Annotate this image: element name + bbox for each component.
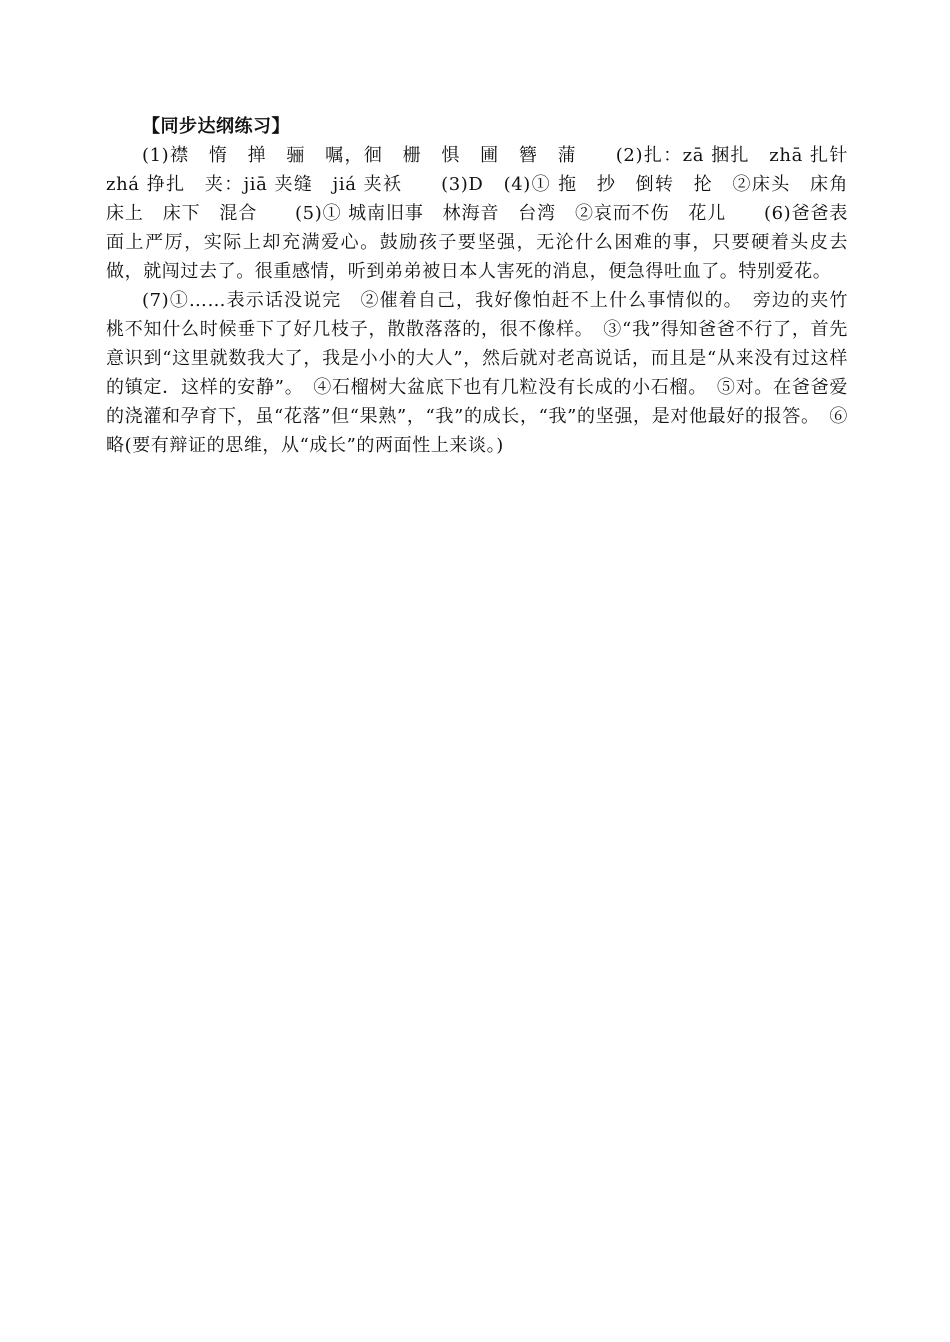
section-heading: 【同步达纲练习】 bbox=[142, 116, 290, 137]
answer-section bbox=[106, 112, 867, 460]
answer-paragraph-2: (7)①……表示话没说完 ②催着自己，我好像怕赶不上什么事情似的。 旁边的夹竹桃不知什么时候垂下了好几枝子，散散落落的，很不像样。 ③“我”得知爸爸不行了，首先意识到“这里就数我大了，我是小小的大人”，然后就对老高说话，而且是“从来没有过这样的镇定．这样的安静”。 ④石榴树大盆底下也有几粒没有长成的小石榴。 ⑤对。在爸爸爱的浇灌和孕育下，虽“花落”但“果熟”，“我”的成长，“我”的坚强，是对他最好的报答。 ⑥略(要有辩证的思维，从“成长”的两面性上来谈。) bbox=[106, 290, 848, 456]
answer-paragraph-1: (1)襟 惰 掸 骊 嘱，徊 栅 惧 圃 簪 蒲 (2)扎：zā 捆扎 zhā 扎针 zhá 挣扎 夹：jiā 夹缝 jiá 夹袄 (3)D (4)① 拖 抄 倒转 抡 ②床头 床角 床上 床下 混合 (5)① 城南旧事 林海音 台湾 ②哀而不伤 花儿 (6)爸爸表面上严厉，实际上却充满爱心。鼓励孩子要坚强，无沦什么困难的事，只要硬着头皮去做，就闯过去了。很重感情，听到弟弟被日本人害死的消息，便急得吐血了。特别爱花。 bbox=[106, 145, 867, 282]
